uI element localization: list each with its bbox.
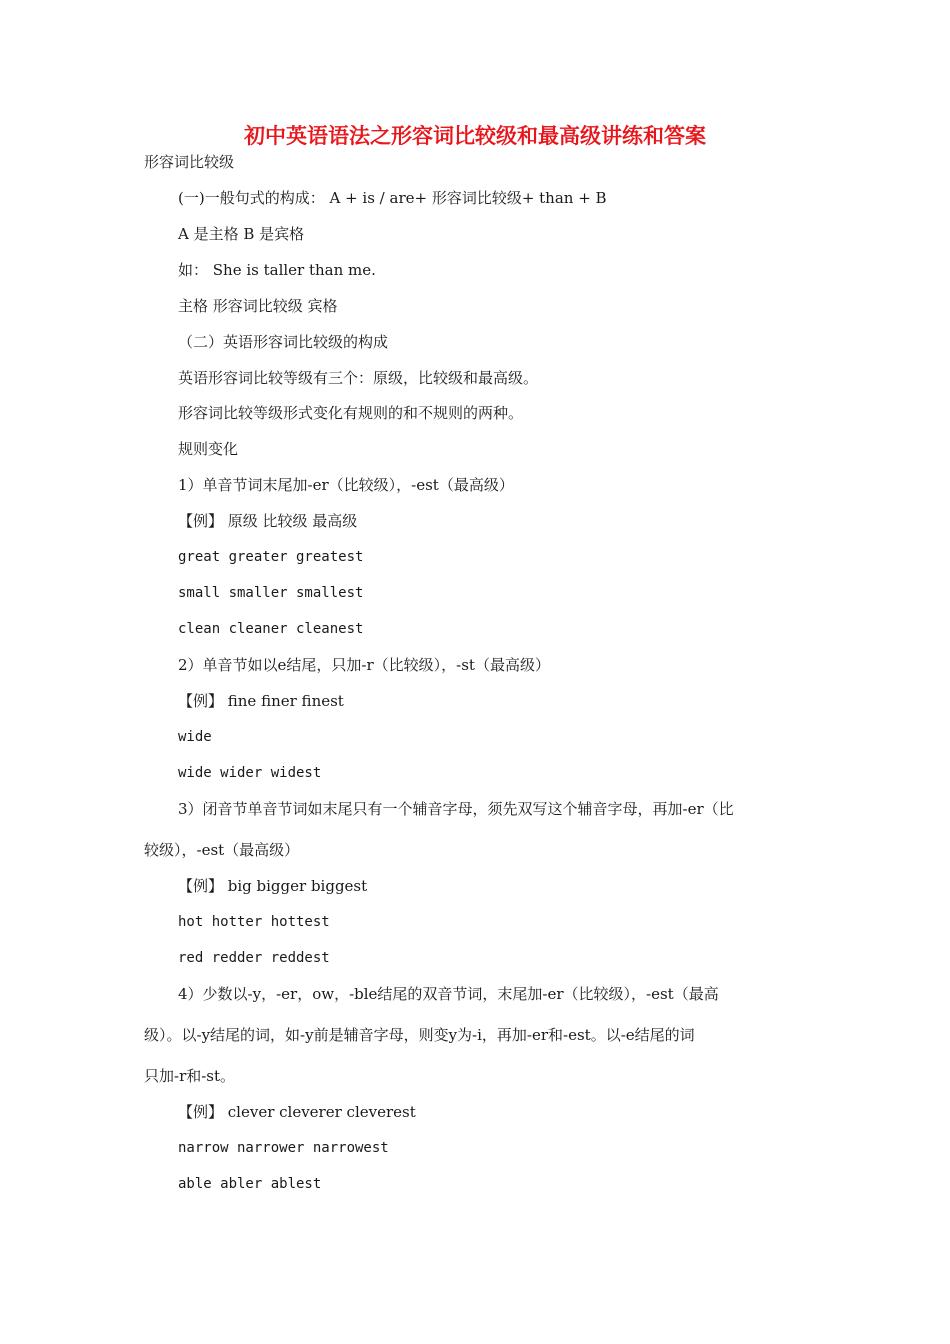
example-line: red redder reddest [178, 950, 330, 966]
text-line: 1）单音节词末尾加-er（比较级），-est（最高级） [178, 476, 514, 494]
section-heading: 形容词比较级 [144, 153, 235, 171]
text-line: 4）少数以-y，-er，ow，-ble结尾的双音节词，末尾加-er（比较级），-est（最高 [178, 985, 719, 1003]
example-line: hot hotter hottest [178, 914, 330, 930]
example-line: small smaller smallest [178, 585, 364, 601]
example-line: wide [178, 729, 212, 745]
text-line: 3）闭音节单音节词如末尾只有一个辅音字母，须先双写这个辅音字母，再加-er（比 [178, 800, 734, 818]
text-line: A 是主格 B 是宾格 [178, 225, 305, 243]
text-line: 英语形容词比较等级有三个：原级，比较级和最高级。 [178, 369, 539, 387]
text-line: 级）。以-y结尾的词，如-y前是辅音字母，则变y为-i，再加-er和-est。以-e结尾的词 [144, 1026, 695, 1044]
text-line: 主格 形容词比较级 宾格 [178, 297, 338, 315]
text-line: 规则变化 [178, 440, 239, 458]
example-line: clean cleaner cleanest [178, 621, 364, 637]
example-line: narrow narrower narrowest [178, 1140, 389, 1156]
text-line: 如： She is taller than me. [178, 261, 376, 279]
text-line: 只加-r和-st。 [144, 1067, 236, 1085]
example-line: great greater greatest [178, 549, 364, 565]
example-line: wide wider widest [178, 765, 322, 781]
text-line: (一)一般句式的构成： A + is / are+ 形容词比较级+ than + B [178, 189, 607, 207]
text-line: 2）单音节如以e结尾，只加-r（比较级），-st（最高级） [178, 656, 550, 674]
example-line: 【例】 big bigger biggest [178, 877, 368, 895]
example-line: 【例】 原级 比较级 最高级 [178, 512, 358, 530]
text-line: （二）英语形容词比较级的构成 [178, 333, 389, 351]
text-line: 较级），-est（最高级） [144, 841, 300, 859]
text-line: 形容词比较等级形式变化有规则的和不规则的两种。 [178, 404, 524, 422]
example-line: 【例】 clever cleverer cleverest [178, 1103, 416, 1121]
example-line: able abler ablest [178, 1176, 322, 1192]
document-title: 初中英语语法之形容词比较级和最高级讲练和答案 [244, 123, 706, 148]
example-line: 【例】 fine finer finest [178, 692, 344, 710]
